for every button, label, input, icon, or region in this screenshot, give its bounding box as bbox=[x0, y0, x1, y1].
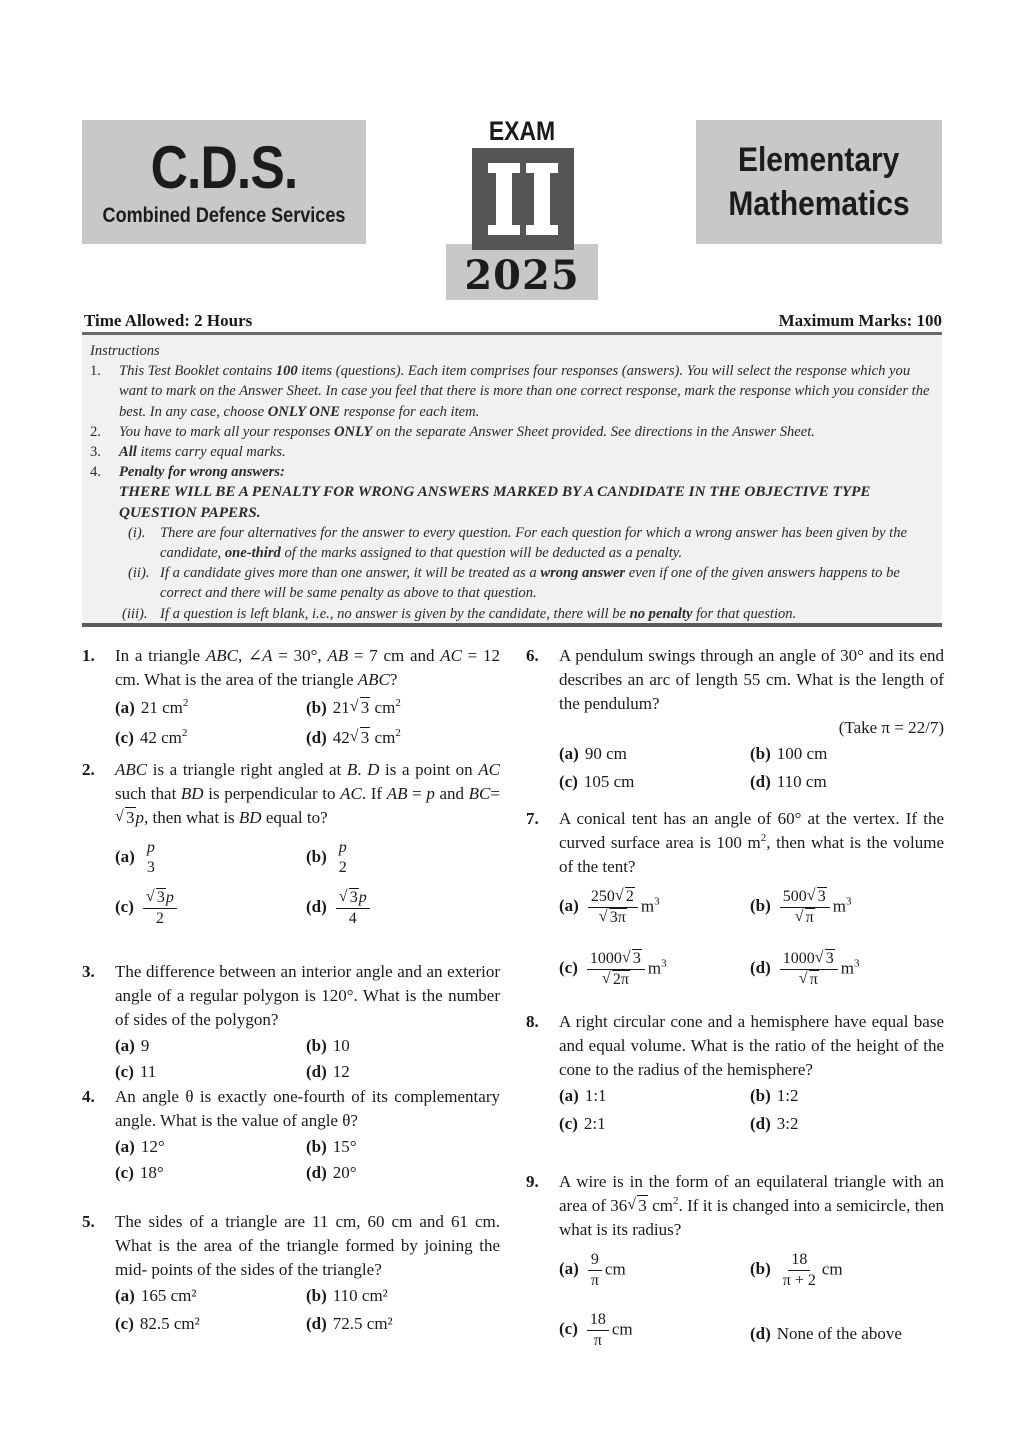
options bbox=[559, 742, 944, 798]
subitem-number: (i). bbox=[128, 524, 146, 541]
question-3 bbox=[82, 960, 500, 1086]
question-5 bbox=[82, 1210, 500, 1340]
question-text: ABC is a triangle right angled at B. D is a point on AC such that BD is perpendicular to AC. If AB = p and BC= √ 3p, then what is BD equal to? bbox=[115, 758, 500, 830]
option-d[interactable]: (d) 110 cm bbox=[750, 772, 827, 791]
option-d[interactable]: (d) None of the above bbox=[750, 1324, 902, 1343]
question-text: A wire is in the form of an equilateral triangle with an area of 36 √ 3 $cm^2$. If it is changed into a semicircle, then what is its radius? bbox=[559, 1170, 944, 1242]
option-d[interactable]: (d) 12 bbox=[306, 1062, 350, 1081]
subitem-text: If a question is left blank, i.e., no answer is given by the candidate, there will be bbox=[160, 605, 630, 622]
question-1 bbox=[82, 644, 500, 756]
option-a[interactable]: (a) $\frac{9}{\pi}$ cm bbox=[559, 1251, 626, 1289]
question-7 bbox=[526, 807, 944, 1013]
subitem-emphasis: no penalty bbox=[629, 605, 693, 622]
instruction-number: 1. bbox=[90, 363, 101, 380]
question-number: 5. bbox=[82, 1212, 95, 1231]
subitem-number: (ii). bbox=[128, 565, 150, 582]
instruction-emphasis: ONLY bbox=[333, 423, 373, 440]
instruction-item-penalty bbox=[90, 462, 934, 523]
options bbox=[115, 1135, 500, 1187]
instruction-number: 2. bbox=[90, 423, 101, 440]
question-text: A conical tent has an angle of 60° at the vertex. If the curved surface area is 100 $m^2$, then what is the volume of the tent? bbox=[559, 809, 944, 876]
option-a[interactable]: (a) 90 cm bbox=[559, 744, 627, 763]
instruction-text: This Test Booklet contains bbox=[119, 363, 276, 380]
options bbox=[115, 1034, 500, 1086]
question-number: 4. bbox=[82, 1087, 95, 1106]
option-c[interactable]: (c) $\frac{18}{\pi}$ cm bbox=[559, 1311, 633, 1349]
instruction-item bbox=[90, 361, 934, 422]
time-allowed: Time Allowed: 2 Hours bbox=[84, 311, 253, 330]
question-6 bbox=[526, 644, 944, 798]
question-text: A pendulum swings through an angle of 30° and its end describes an arc of length 55 cm. What is the length of the pendulum? bbox=[559, 646, 944, 713]
subitem-emphasis: wrong answer bbox=[540, 565, 626, 582]
penalty-subitem bbox=[90, 523, 934, 563]
option-d[interactable]: (d) 42 √ 3 $cm^2$ bbox=[306, 726, 401, 750]
instruction-emphasis: 100 bbox=[275, 363, 298, 380]
subitem-text: If a candidate gives more than one answer, it will be treated as a bbox=[160, 565, 541, 582]
option-a[interactable]: (a) 12° bbox=[115, 1137, 165, 1156]
option-b[interactable]: (b) 10 bbox=[306, 1036, 350, 1055]
option-d[interactable]: (d) 3:2 bbox=[750, 1114, 799, 1133]
instruction-text: items carry equal marks. bbox=[136, 444, 286, 461]
subitem-text: for that question. bbox=[692, 605, 797, 622]
question-text: An angle θ is exactly one-fourth of its complementary angle. What is the value of angle θ? bbox=[115, 1087, 500, 1130]
option-b[interactable]: (b) 15° bbox=[306, 1137, 357, 1156]
roman-numeral-i-glyph bbox=[526, 163, 558, 235]
subitem-text: of the marks assigned to that question will be deducted as a penalty. bbox=[280, 545, 683, 562]
option-d[interactable]: (d) 1000 √ 3 √ π $m^3$ bbox=[750, 949, 860, 990]
options bbox=[559, 1084, 944, 1140]
instruction-text: You have to mark all your responses bbox=[119, 423, 334, 440]
question-9 bbox=[526, 1170, 944, 1370]
question-text: The sides of a triangle are 11 cm, 60 cm and 61 cm. What is the area of the triangle formed by joining the mid- points of the sides of the triangle? bbox=[115, 1212, 500, 1279]
cds-logo-box bbox=[82, 120, 366, 244]
penalty-subitem bbox=[90, 563, 934, 603]
question-number: 8. bbox=[526, 1012, 539, 1031]
question-number: 1. bbox=[82, 646, 95, 665]
option-a[interactable]: (a) 9 bbox=[115, 1036, 150, 1055]
question-number: 7. bbox=[526, 809, 539, 828]
question-number: 9. bbox=[526, 1172, 539, 1191]
option-b[interactable]: (b) 500 √ 3 √ π $m^3$ bbox=[750, 887, 852, 928]
instructions-panel bbox=[82, 332, 942, 627]
subitem-text: even if one of the given answers happens to be correct and there will be same penalty as above to that question. bbox=[160, 565, 900, 602]
option-b[interactable]: (b) 100 cm bbox=[750, 744, 828, 763]
question-text: The difference between an interior angle and an exterior angle of a regular polygon is 120°. What is the number of sides of the polygon? bbox=[115, 962, 500, 1029]
options bbox=[115, 1284, 500, 1340]
instruction-number: 3. bbox=[90, 444, 101, 461]
option-d[interactable]: (d) √ $\frac{3p}{4}$ bbox=[306, 888, 373, 929]
question-text: In a triangle ABC, ∠A = 30°, AB = 7 cm and AC = 12 cm. What is the area of the triangle ABC? bbox=[115, 646, 500, 689]
question-number: 6. bbox=[526, 646, 539, 665]
option-a[interactable]: (a) 165 cm² bbox=[115, 1286, 197, 1305]
instruction-text: response for each item. bbox=[340, 403, 480, 420]
option-b[interactable]: (b) $\frac{18}{\pi + 2}$ cm bbox=[750, 1251, 843, 1289]
subject-line-2: Mathematics bbox=[728, 185, 910, 223]
option-a[interactable]: (a) 21 $cm^2$ bbox=[115, 697, 189, 717]
exam-roman-numeral-badge bbox=[472, 148, 574, 250]
options bbox=[115, 838, 500, 934]
subject-line-1: Elementary bbox=[738, 141, 900, 179]
option-d[interactable]: (d) 72.5 cm² bbox=[306, 1314, 393, 1333]
exam-year: 2025 bbox=[464, 252, 580, 299]
options bbox=[559, 1250, 944, 1370]
option-a[interactable]: (a) p 3 bbox=[115, 839, 155, 876]
exam-meta-row bbox=[82, 310, 942, 332]
option-a[interactable]: (a) 250 √ 2 √ 3π $m^3$ bbox=[559, 887, 660, 928]
instruction-item bbox=[90, 442, 934, 462]
penalty-subitem bbox=[90, 604, 934, 624]
exam-label: EXAM bbox=[488, 116, 556, 146]
option-b[interactable]: (b) 21 √ 3 $cm^2$ bbox=[306, 696, 401, 720]
option-c[interactable]: (c) 1000 √ 3 √ 2π $m^3$ bbox=[559, 949, 667, 990]
question-number: 3. bbox=[82, 962, 95, 981]
penalty-warning-caps: THERE WILL BE A PENALTY FOR WRONG ANSWERS MARKED BY A CANDIDATE IN THE OBJECTIVE TYPE QUESTION PAPERS. bbox=[119, 483, 871, 521]
question-2 bbox=[82, 758, 500, 934]
subitem-emphasis: one-third bbox=[224, 545, 281, 562]
question-number: 2. bbox=[82, 760, 95, 779]
option-a[interactable]: (a) 1:1 bbox=[559, 1086, 607, 1105]
subject-box bbox=[696, 120, 942, 244]
option-b[interactable]: (b) 110 cm² bbox=[306, 1286, 388, 1305]
question-note: (Take π = 22/7) bbox=[838, 718, 944, 737]
instructions-heading: Instructions bbox=[90, 343, 160, 359]
roman-numeral-i-glyph bbox=[488, 163, 520, 235]
option-c[interactable]: (c) 82.5 cm² bbox=[115, 1314, 200, 1333]
question-4 bbox=[82, 1085, 500, 1187]
maximum-marks: Maximum Marks: 100 bbox=[778, 311, 942, 330]
instruction-emphasis: ONLY ONE bbox=[267, 403, 341, 420]
option-c[interactable]: (c) 2:1 bbox=[559, 1114, 606, 1133]
instruction-item bbox=[90, 422, 934, 442]
cds-title: C.D.S. bbox=[150, 134, 298, 201]
instruction-text: on the separate Answer Sheet provided. See directions in the Answer Sheet. bbox=[372, 423, 815, 440]
penalty-heading: Penalty for wrong answers: bbox=[119, 464, 285, 481]
subitem-text: There are four alternatives for the answer to every question. For each question for which a wrong answer has been given by the candidate, bbox=[160, 524, 908, 562]
option-c[interactable]: (c) 42 $cm^2$ bbox=[115, 727, 188, 747]
option-c[interactable]: (c) 11 bbox=[115, 1062, 157, 1081]
option-c[interactable]: (c) 105 cm bbox=[559, 772, 635, 791]
question-8 bbox=[526, 1010, 944, 1140]
instruction-number: 4. bbox=[90, 464, 101, 481]
subitem-number: (iii). bbox=[122, 605, 148, 622]
option-d[interactable]: (d) 20° bbox=[306, 1163, 357, 1182]
exam-year-box bbox=[446, 244, 598, 300]
instruction-text: items (questions). Each item comprises four responses (answers). You will select the response which you want to mark on the Answer Sheet. In case you feel that there is more than one correct response, mark the response which you consider the best. In any case, choose bbox=[119, 363, 930, 420]
question-text: A right circular cone and a hemisphere have equal base and equal volume. What is the ratio of the height of the cone to the radius of the hemisphere? bbox=[559, 1012, 944, 1079]
option-c[interactable]: (c) 18° bbox=[115, 1163, 164, 1182]
options bbox=[559, 887, 944, 1013]
options bbox=[115, 696, 500, 756]
option-c[interactable]: (c) √ $\frac{3p}{2}$ bbox=[115, 888, 180, 929]
option-b[interactable]: (b) 1:2 bbox=[750, 1086, 799, 1105]
instruction-emphasis: All bbox=[119, 444, 137, 461]
cds-subtitle: Combined Defence Services bbox=[102, 204, 346, 227]
option-b[interactable]: (b) p 2 bbox=[306, 839, 347, 876]
